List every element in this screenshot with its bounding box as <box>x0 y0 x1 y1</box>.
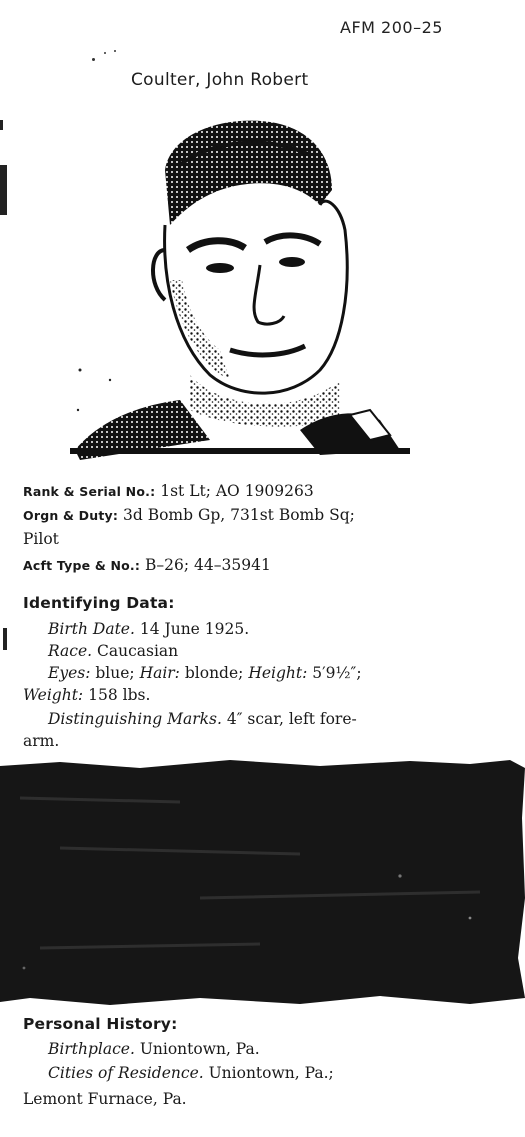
cities-value-cont: Lemont Furnace, Pa. <box>23 1090 187 1108</box>
scan-speck <box>104 52 106 54</box>
height-value: 5′9½″; <box>312 664 362 682</box>
identifying-heading: Identifying Data: <box>23 594 175 612</box>
marks-label: Distinguishing Marks. <box>48 710 222 728</box>
birthplace-value: Uniontown, Pa. <box>139 1040 260 1058</box>
scan-edge-mark <box>0 120 3 130</box>
eyes-value: blue; <box>95 664 135 682</box>
race-label: Race. <box>48 642 93 660</box>
race-value: Caucasian <box>97 642 179 660</box>
birthplace-row <box>48 1040 260 1058</box>
orgn-duty-value-cont: Pilot <box>23 530 59 548</box>
race-row <box>48 642 178 660</box>
aircraft-label: Acft Type & No.: <box>23 558 141 573</box>
marks-value: 4″ scar, left fore- <box>226 710 357 728</box>
scan-edge-mark <box>0 165 7 215</box>
birth-date-row <box>48 620 249 638</box>
weight-value: 158 lbs. <box>88 686 151 704</box>
weight-label: Weight: <box>23 686 84 704</box>
weight-row <box>23 686 150 704</box>
cities-value: Uniontown, Pa.; <box>208 1064 334 1082</box>
cities-row <box>48 1064 334 1082</box>
cities-label: Cities of Residence. <box>48 1064 204 1082</box>
birth-date-value: 14 June 1925. <box>139 620 250 638</box>
hair-label: Hair: <box>139 664 180 682</box>
portrait-photo <box>70 110 410 460</box>
physical-row <box>48 664 362 682</box>
orgn-duty-label: Orgn & Duty: <box>23 508 119 523</box>
aircraft-value: B–26; 44–35941 <box>145 556 271 574</box>
subject-name: Coulter, John Robert <box>131 70 309 90</box>
marks-value-cont: arm. <box>23 732 60 750</box>
scan-speck <box>92 58 95 61</box>
personal-history-heading: Personal History: <box>23 1015 178 1033</box>
height-label: Height: <box>248 664 308 682</box>
rank-serial-value: 1st Lt; AO 1909263 <box>160 482 314 500</box>
marks-row <box>48 710 357 728</box>
orgn-duty-row <box>23 506 355 524</box>
form-number: AFM 200–25 <box>340 18 443 37</box>
rank-serial-row <box>23 482 314 500</box>
redaction-block <box>0 758 525 1008</box>
scan-speck <box>114 50 116 52</box>
hair-value: blonde; <box>184 664 244 682</box>
rank-serial-label: Rank & Serial No.: <box>23 484 156 499</box>
eyes-label: Eyes: <box>48 664 91 682</box>
orgn-duty-value: 3d Bomb Gp, 731st Bomb Sq; <box>122 506 355 524</box>
birth-date-label: Birth Date. <box>48 620 135 638</box>
aircraft-row <box>23 556 271 574</box>
scan-edge-mark <box>3 628 7 650</box>
birthplace-label: Birthplace. <box>48 1040 135 1058</box>
